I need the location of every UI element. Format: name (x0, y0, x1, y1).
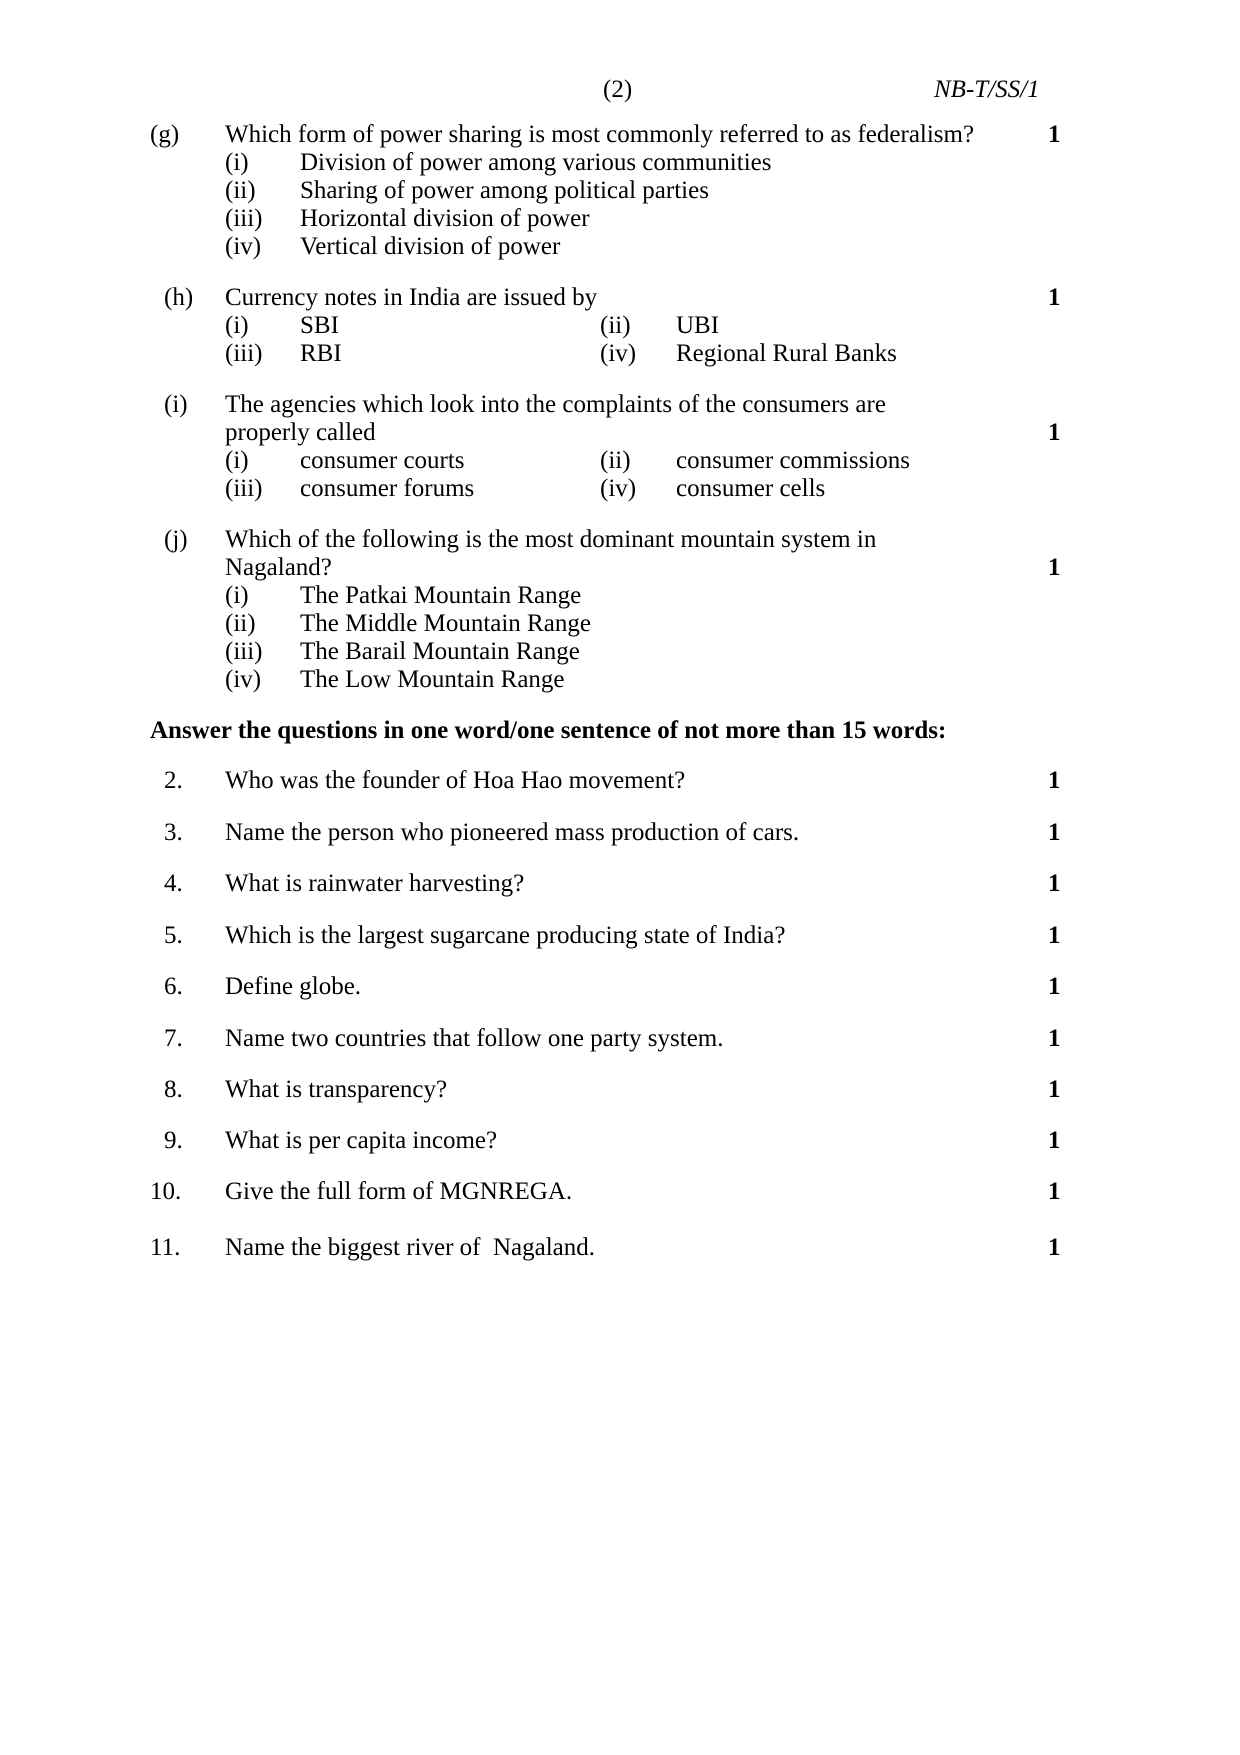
option-text: Sharing of power among political parties (300, 177, 709, 204)
option-text: Division of power among various communities (300, 149, 772, 176)
option-text: RBI (300, 340, 342, 367)
option-number: (ii) (225, 177, 256, 204)
option-text: The Patkai Mountain Range (300, 582, 582, 609)
section-heading: Answer the questions in one word/one sentence of not more than 15 words: (150, 717, 947, 744)
question-label: (i) (164, 391, 188, 418)
question-text: Who was the founder of Hoa Hao movement? (225, 767, 686, 794)
question-number: 4. (164, 870, 183, 897)
option-text: consumer cells (676, 475, 826, 502)
option-number: (iii) (225, 205, 263, 232)
question-label: (h) (164, 284, 194, 311)
option-number: (iv) (225, 666, 262, 693)
option-number: (i) (225, 447, 249, 474)
question-number: 8. (164, 1076, 183, 1103)
option-text: Regional Rural Banks (676, 340, 897, 367)
page-number: (2) (603, 76, 633, 103)
marks: 1 (1048, 767, 1061, 794)
paper-code: NB-T/SS/1 (934, 76, 1040, 103)
question-text: Name the person who pioneered mass production of cars. (225, 819, 800, 846)
question-number: 7. (164, 1025, 183, 1052)
option-number: (ii) (600, 447, 631, 474)
question-label: (g) (150, 121, 180, 148)
question-text: What is per capita income? (225, 1127, 498, 1154)
marks: 1 (1048, 1234, 1061, 1261)
option-number: (i) (225, 582, 249, 609)
question-number: 11. (150, 1234, 181, 1261)
question-text: Define globe. (225, 973, 362, 1000)
option-text: consumer forums (300, 475, 475, 502)
question-text: Give the full form of MGNREGA. (225, 1178, 573, 1205)
option-text: consumer commissions (676, 447, 911, 474)
option-number: (ii) (225, 610, 256, 637)
question-text: Which of the following is the most dominant mountain system in (225, 526, 877, 553)
marks: 1 (1048, 121, 1061, 148)
question-number: 10. (150, 1178, 182, 1205)
marks: 1 (1048, 922, 1061, 949)
question-number: 3. (164, 819, 183, 846)
marks: 1 (1048, 1025, 1061, 1052)
option-number: (i) (225, 312, 249, 339)
option-number: (iv) (600, 475, 637, 502)
question-label: (j) (164, 526, 188, 553)
question-text: The agencies which look into the complaints of the consumers are (225, 391, 886, 418)
question-text: Name the biggest river of Nagaland. (225, 1234, 596, 1261)
question-text: Which form of power sharing is most commonly referred to as federalism? (225, 121, 975, 148)
option-number: (iii) (225, 340, 263, 367)
marks: 1 (1048, 1178, 1061, 1205)
question-number: 9. (164, 1127, 183, 1154)
option-text: Horizontal division of power (300, 205, 590, 232)
question-text: Name two countries that follow one party system. (225, 1025, 724, 1052)
question-number: 5. (164, 922, 183, 949)
option-text: The Middle Mountain Range (300, 610, 591, 637)
option-text: The Barail Mountain Range (300, 638, 580, 665)
option-number: (iv) (600, 340, 637, 367)
question-text: Which is the largest sugarcane producing state of India? (225, 922, 786, 949)
marks: 1 (1048, 419, 1061, 446)
question-text: What is rainwater harvesting? (225, 870, 525, 897)
question-number: 6. (164, 973, 183, 1000)
option-text: The Low Mountain Range (300, 666, 565, 693)
option-text: Vertical division of power (300, 233, 561, 260)
question-text: What is transparency? (225, 1076, 448, 1103)
option-number: (iv) (225, 233, 262, 260)
marks: 1 (1048, 1076, 1061, 1103)
marks: 1 (1048, 1127, 1061, 1154)
question-text: Nagaland? (225, 554, 332, 581)
option-text: SBI (300, 312, 339, 339)
marks: 1 (1048, 870, 1061, 897)
option-number: (iii) (225, 475, 263, 502)
marks: 1 (1048, 819, 1061, 846)
marks: 1 (1048, 284, 1061, 311)
question-text: Currency notes in India are issued by (225, 284, 598, 311)
option-number: (iii) (225, 638, 263, 665)
option-text: consumer courts (300, 447, 465, 474)
question-text: properly called (225, 419, 376, 446)
option-number: (i) (225, 149, 249, 176)
option-text: UBI (676, 312, 720, 339)
marks: 1 (1048, 973, 1061, 1000)
option-number: (ii) (600, 312, 631, 339)
marks: 1 (1048, 554, 1061, 581)
question-number: 2. (164, 767, 183, 794)
